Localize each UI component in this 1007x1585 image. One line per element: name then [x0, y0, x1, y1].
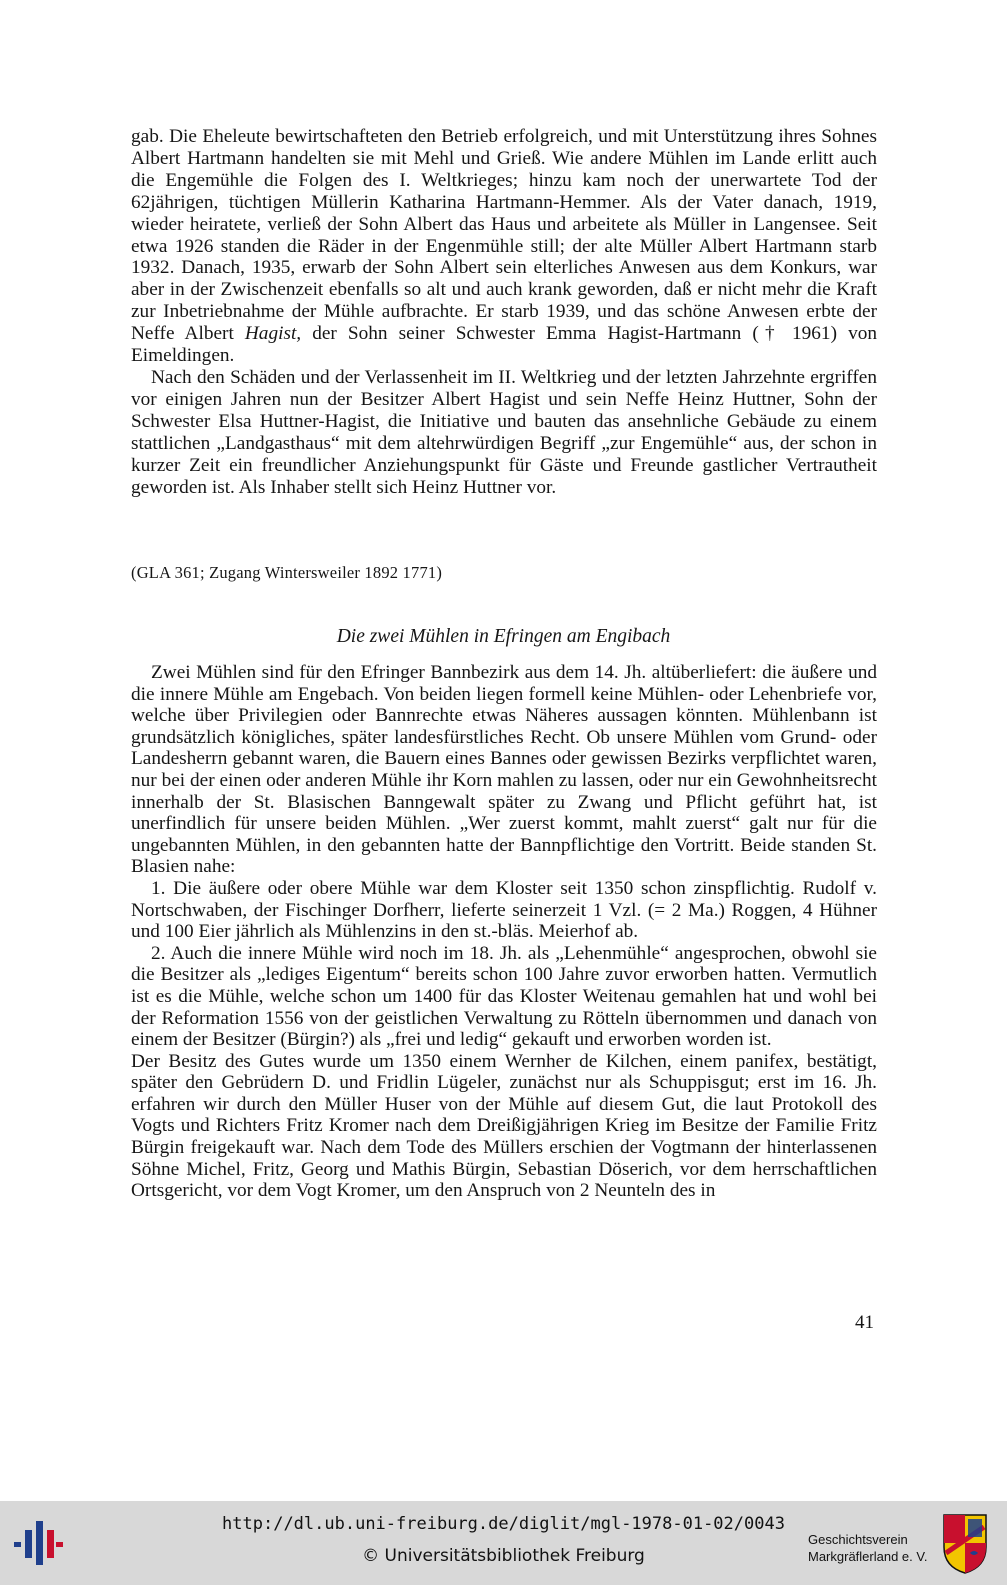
- paragraph-text: der Sohn seiner Schwester Emma Hagist-Hartmann († 1961) von Eimeldingen.: [131, 323, 877, 367]
- paragraph: Nach den Schäden und der Verlassenheit im II. Weltkrieg und der letzten Jahrzehnte ergriffen vor einigen Jahren nun der Besitzer Albert Hagist und sein Neffe Heinz Huttner, Sohn der Schwester Elsa Huttner-Hagist, die Initiative und bauten das ansehnliche Gebäude zu einem stattlichen „Landgasthaus“ mit dem altehrwürdigen Begriff „zur Engemühle“ aus, der schon in kurzer Zeit ein freundlicher Anziehungspunkt für Gäste und Freunde gastlicher Vertrautheit geworden ist. Als Inhaber stellt sich Heinz Huttner vor.: [131, 366, 877, 498]
- emphasized-name: Hagist,: [244, 323, 302, 345]
- section-body: [131, 662, 877, 1202]
- society-line-1: Geschichtsverein: [808, 1532, 908, 1547]
- footer-bar: [0, 1501, 1007, 1585]
- society-line-2: Markgräflerland e. V.: [808, 1549, 928, 1564]
- page-number: 41: [855, 1312, 874, 1333]
- source-note: (GLA 361; Zugang Wintersweiler 1892 1771): [131, 563, 443, 582]
- coat-of-arms-icon[interactable]: [942, 1513, 988, 1575]
- paragraph: 2. Auch die innere Mühle wird noch im 18. Jh. als „Lehenmühle“ angesprochen, obwohl sie die Besitzer als „lediges Eigentum“ bereits schon 100 Jahre zuvor erworben hatten. Vermutlich ist es die Mühle, welche schon um 1400 für das Kloster Weitenau gemahlen hat und wohl bei der Reformation 1556 von der geistlichen Verwaltung zu Rötteln übernommen und danach von einem der Besitzer (Bürgin?) als „frei und ledig“ gekauft und erworben worden ist.: [131, 942, 877, 1051]
- page-body: [131, 126, 877, 498]
- paragraph: [131, 126, 877, 367]
- paragraph: Der Besitz des Gutes wurde um 1350 einem Wernher de Kilchen, einem panifex, bestätigt, später den Gebrüdern D. und Fridlin Lügeler, zunächst nur als Schuppisgut; erst im 16. Jh. erfahren wir durch den Müller Huser von der Mühle auf diesem Gut, die laut Protokoll des Vogts und Richters Fritz Kromer nach dem Dreißigjährigen Krieg im Besitze der Familie Fritz Bürgin freigekauft war. Nach dem Tode des Müllers erschien der Vogtmann der hinterlassenen Söhne Michel, Fritz, Georg und Mathis Bürgin, Sebastian Döserich, vor dem herrschaftlichen Ortsgericht, vor dem Vogt Kromer, um den Anspruch von 2 Neunteln des in: [131, 1050, 877, 1202]
- footer-copyright: © Universitätsbibliothek Freiburg: [362, 1546, 645, 1566]
- footer-url-link[interactable]: http://dl.ub.uni-freiburg.de/diglit/mgl-1978-01-02/0043: [222, 1514, 785, 1534]
- paragraph: 1. Die äußere oder obere Mühle war dem Kloster seit 1350 schon zinspflichtig. Rudolf v. Nortschwaben, der Fischinger Dorfherr, lieferte seinerzeit 1 Vzl. (= 2 Ma.) Roggen, 4 Hühner und 100 Eier jährlich als Mühlenzins in den st.-bläs. Meierhof ab.: [131, 877, 877, 943]
- paragraph-text: gab. Die Eheleute bewirtschafteten den Betrieb erfolgreich, und mit Unterstützung ihres Sohnes Albert Hartmann handelten sie mit Mehl und Grieß. Wie andere Mühlen im Lande erlitt auch die Engemühle die Folgen des I. Weltkrieges; hinzu kam noch der unerwartete Tod der 62jährigen, tüchtigen Müllerin Katharina Hartmann-Hemmer. Als der Vater danach, 1919, wieder heiratete, verließ der Sohn Albert das Haus und arbeitete als Müller in Langensee. Seit etwa 1926 standen die Räder in der Engenmühle still; der alte Müller Albert Hartmann starb 1932. Danach, 1935, erwarb der Sohn Albert sein elterliches Anwesen aus dem Konkurs, war aber in der Zwischenzeit ebenfalls so alt und auch krank geworden, daß er nicht mehr die Kraft zur Inbetriebnahme der Mühle aufbrachte. Er starb 1939, und das schöne Anwesen erbte der Neffe Albert: [131, 126, 877, 345]
- society-name[interactable]: [808, 1531, 927, 1565]
- section-heading: Die zwei Mühlen in Efringen am Engibach: [336, 626, 671, 647]
- paragraph: Zwei Mühlen sind für den Efringer Bannbezirk aus dem 14. Jh. altüberliefert: die äußere und die innere Mühle am Engebach. Von beiden liegen formell keine Mühlen- oder Lehenbriefe vor, welche über Privilegien oder Bannrechte etwas Näheres aussagen könnten. Mühlenbann ist grundsätzlich königliches, später landesfürstliches Recht. Ob unsere Mühlen vom Grund- oder Landesherrn gebannt waren, die Bauern eines Bannes oder gewissen Bezirks verpflichtet waren, nur bei der einen oder anderen Mühle ihr Korn mahlen zu lassen, oder nur ein Gewohnheitsrecht innerhalb der St. Blasischen Banngewalt später zu Zwang und Pflicht geführt hat, ist unerfindlich für unsere beiden Mühlen. „Wer zuerst kommt, mahlt zuerst“ galt nur für die ungebannten Mühlen, in den gebannten hatte der Bannpflichtige den Vortritt. Beide standen St. Blasien nahe:: [131, 662, 877, 878]
